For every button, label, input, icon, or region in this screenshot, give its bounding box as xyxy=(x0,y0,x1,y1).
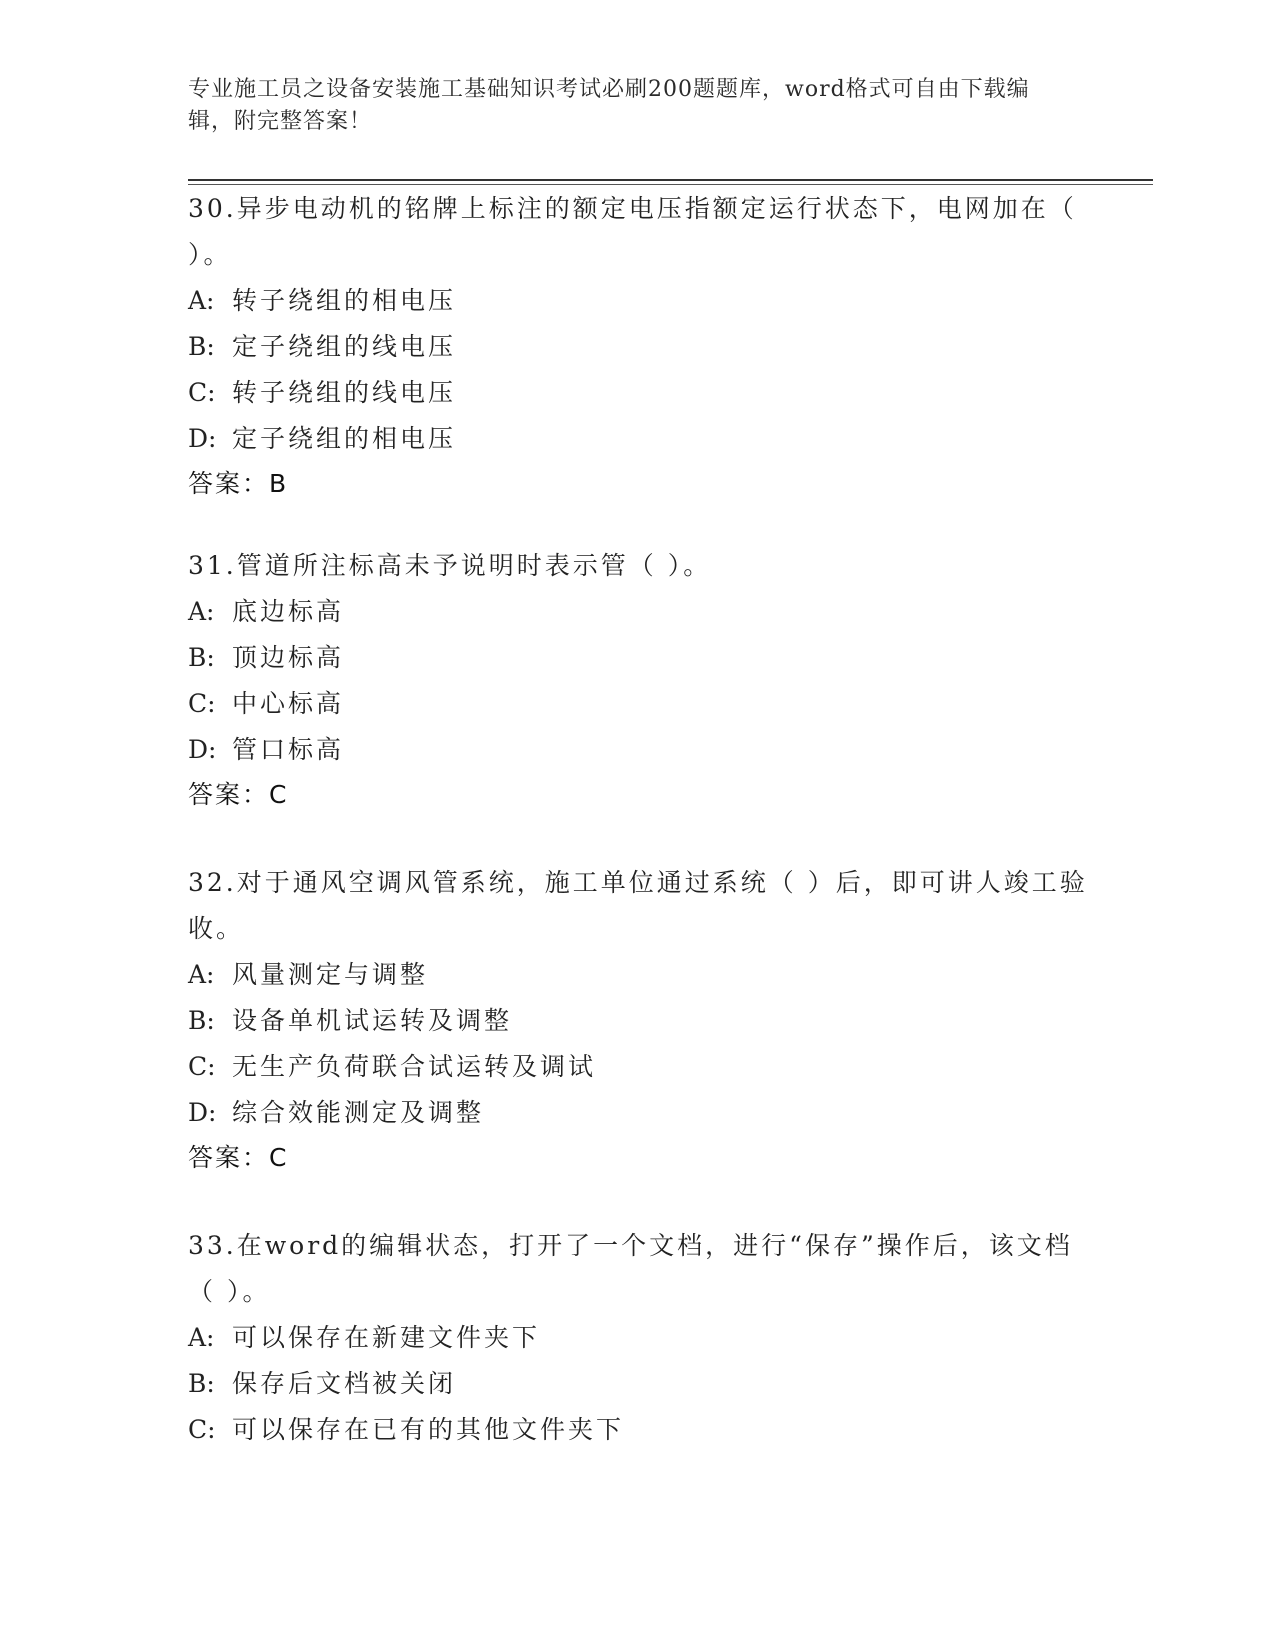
question-stem: 31.管道所注标高未予说明时表示管（ ）。 xyxy=(188,551,712,580)
option-text: 风量测定与调整 xyxy=(232,960,429,989)
question-stem: 30.异步电动机的铭牌上标注的额定电压指额定运行状态下，电网加在（ ）。 xyxy=(188,194,1077,269)
document-header: 专业施工员之设备安装施工基础知识考试必刷200题题库，word格式可自由下载编辑，附完整答案！ xyxy=(188,77,1030,134)
option-text: 定子绕组的线电压 xyxy=(232,332,457,361)
option-text: 无生产负荷联合试运转及调试 xyxy=(232,1052,597,1081)
option-b xyxy=(188,1361,1088,1407)
option-key: D: xyxy=(188,735,217,764)
option-text: 可以保存在新建文件夹下 xyxy=(232,1323,541,1352)
option-d xyxy=(188,416,1088,462)
answer: 答案：C xyxy=(188,1143,289,1172)
option-a xyxy=(188,278,1088,324)
option-text: 转子绕组的线电压 xyxy=(232,378,457,407)
option-key: A: xyxy=(188,597,215,626)
option-b xyxy=(188,998,1088,1044)
option-text: 设备单机试运转及调整 xyxy=(232,1006,513,1035)
option-text: 定子绕组的相电压 xyxy=(232,424,457,453)
question-31 xyxy=(188,543,1088,817)
option-c xyxy=(188,370,1088,416)
option-key: C: xyxy=(188,378,216,407)
option-a xyxy=(188,952,1088,998)
option-a xyxy=(188,589,1088,635)
option-a xyxy=(188,1315,1088,1361)
option-key: B: xyxy=(188,643,215,672)
option-text: 中心标高 xyxy=(232,689,345,718)
option-key: C: xyxy=(188,1052,216,1081)
option-key: C: xyxy=(188,689,216,718)
option-b xyxy=(188,324,1088,370)
option-key: D: xyxy=(188,424,217,453)
option-key: D: xyxy=(188,1098,217,1127)
header-divider xyxy=(188,179,1153,181)
option-key: A: xyxy=(188,1323,215,1352)
option-key: B: xyxy=(188,1369,215,1398)
question-30 xyxy=(188,186,1088,506)
option-text: 可以保存在已有的其他文件夹下 xyxy=(232,1415,625,1444)
question-33 xyxy=(188,1223,1088,1453)
option-text: 管口标高 xyxy=(232,735,345,764)
answer: 答案：C xyxy=(188,780,289,809)
option-text: 保存后文档被关闭 xyxy=(232,1369,457,1398)
option-c xyxy=(188,1044,1088,1090)
option-key: B: xyxy=(188,1006,215,1035)
option-key: B: xyxy=(188,332,215,361)
answer: 答案：B xyxy=(188,469,289,498)
option-d xyxy=(188,727,1088,773)
option-text: 综合效能测定及调整 xyxy=(232,1098,485,1127)
question-stem: 33.在word的编辑状态，打开了一个文档，进行“保存”操作后，该文档（ ）。 xyxy=(188,1231,1073,1306)
option-text: 顶边标高 xyxy=(232,643,345,672)
option-text: 转子绕组的相电压 xyxy=(232,286,457,315)
option-key: A: xyxy=(188,960,215,989)
option-key: C: xyxy=(188,1415,216,1444)
question-stem: 32.对于通风空调风管系统，施工单位通过系统（ ）后，即可讲人竣工验收。 xyxy=(188,868,1088,943)
option-key: A: xyxy=(188,286,215,315)
question-32 xyxy=(188,860,1088,1180)
option-c xyxy=(188,1407,1088,1453)
option-c xyxy=(188,681,1088,727)
header-divider-thin xyxy=(188,184,1153,185)
option-text: 底边标高 xyxy=(232,597,345,626)
option-d xyxy=(188,1090,1088,1136)
option-b xyxy=(188,635,1088,681)
